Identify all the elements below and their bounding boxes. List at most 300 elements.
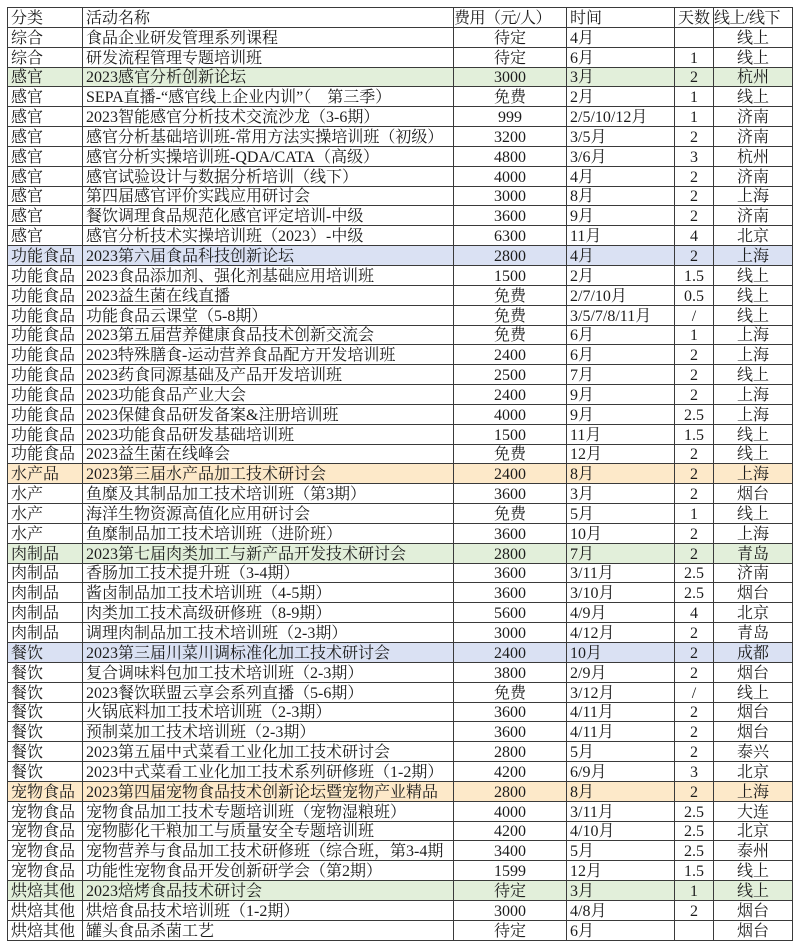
header-category: 分类 <box>8 8 83 28</box>
category-cell: 感官 <box>8 67 83 87</box>
activity-name-cell: 2023第三届水产品加工技术研讨会 <box>83 464 454 484</box>
table-row <box>8 861 793 881</box>
mode-cell: 济南 <box>714 127 793 147</box>
time-cell: 9月 <box>567 206 675 226</box>
header-row <box>8 8 793 28</box>
table-body <box>8 27 793 940</box>
time-cell: 3/10月 <box>567 583 675 603</box>
activity-name-cell: 功能性宠物食品开发创新研学会（第2期） <box>83 861 454 881</box>
activity-name-cell: 酱卤制品加工技术培训班（4-5期） <box>83 583 454 603</box>
fee-cell: 2800 <box>454 742 567 762</box>
mode-cell: 烟台 <box>714 722 793 742</box>
mode-cell: 北京 <box>714 226 793 246</box>
mode-cell: 上海 <box>714 523 793 543</box>
time-cell: 4/12月 <box>567 623 675 643</box>
days-cell <box>675 27 714 47</box>
fee-cell: 免费 <box>454 285 567 305</box>
fee-cell: 3600 <box>454 722 567 742</box>
table-row <box>8 265 793 285</box>
table-header <box>8 8 793 28</box>
activity-name-cell: 火锅底料加工技术培训班（2-3期） <box>83 702 454 722</box>
category-cell: 宠物食品 <box>8 821 83 841</box>
mode-cell: 青岛 <box>714 623 793 643</box>
fee-cell: 6300 <box>454 226 567 246</box>
table-row <box>8 47 793 67</box>
table-row <box>8 900 793 920</box>
fee-cell: 3800 <box>454 662 567 682</box>
mode-cell: 线上 <box>714 285 793 305</box>
days-cell: 2 <box>675 623 714 643</box>
activity-name-cell: 肉类加工技术高级研修班（8-9期） <box>83 603 454 623</box>
table-row <box>8 920 793 940</box>
days-cell: 2 <box>675 127 714 147</box>
activity-name-cell: 餐饮调理食品规范化感官评定培训-中级 <box>83 206 454 226</box>
activity-name-cell: 2023特殊膳食-运动营养食品配方开发培训班 <box>83 345 454 365</box>
table-row <box>8 801 793 821</box>
header-activity-name: 活动名称 <box>83 8 454 28</box>
time-cell: 6/9月 <box>567 762 675 782</box>
mode-cell: 线上 <box>714 444 793 464</box>
days-cell: / <box>675 305 714 325</box>
fee-cell: 2800 <box>454 781 567 801</box>
days-cell: 2 <box>675 702 714 722</box>
mode-cell: 线上 <box>714 881 793 901</box>
days-cell: 2 <box>675 206 714 226</box>
fee-cell: 3000 <box>454 900 567 920</box>
time-cell: 12月 <box>567 861 675 881</box>
days-cell: 1.5 <box>675 424 714 444</box>
table-row <box>8 821 793 841</box>
category-cell: 水产品 <box>8 464 83 484</box>
fee-cell: 3000 <box>454 623 567 643</box>
activity-name-cell: 复合调味料包加工技术培训班（2-3期） <box>83 662 454 682</box>
time-cell: 7月 <box>567 365 675 385</box>
days-cell: 2.5 <box>675 801 714 821</box>
time-cell: 6月 <box>567 325 675 345</box>
category-cell: 餐饮 <box>8 722 83 742</box>
mode-cell: 杭州 <box>714 67 793 87</box>
table-row <box>8 762 793 782</box>
time-cell: 3/5月 <box>567 127 675 147</box>
table-row <box>8 841 793 861</box>
table-row <box>8 27 793 47</box>
mode-cell: 上海 <box>714 186 793 206</box>
activity-name-cell: 2023保健食品研发备案&注册培训班 <box>83 404 454 424</box>
days-cell: 1 <box>675 107 714 127</box>
time-cell: 8月 <box>567 186 675 206</box>
time-cell: 11月 <box>567 424 675 444</box>
table-row <box>8 682 793 702</box>
fee-cell: 4800 <box>454 146 567 166</box>
fee-cell: 3600 <box>454 583 567 603</box>
time-cell: 3月 <box>567 484 675 504</box>
category-cell: 功能食品 <box>8 325 83 345</box>
category-cell: 水产 <box>8 504 83 524</box>
fee-cell: 999 <box>454 107 567 127</box>
activity-name-cell: 2023第四届宠物食品技术创新论坛暨宠物产业精品 <box>83 781 454 801</box>
time-cell: 5月 <box>567 841 675 861</box>
days-cell: 2 <box>675 900 714 920</box>
activity-name-cell: 2023第三届川菜川调标准化加工技术研讨会 <box>83 643 454 663</box>
activity-name-cell: 2023中式菜看工业化加工技术系列研修班（1-2期） <box>83 762 454 782</box>
fee-cell: 4000 <box>454 166 567 186</box>
days-cell: 1.5 <box>675 265 714 285</box>
category-cell: 餐饮 <box>8 643 83 663</box>
table-row <box>8 643 793 663</box>
days-cell: 2 <box>675 444 714 464</box>
category-cell: 餐饮 <box>8 742 83 762</box>
activity-name-cell: 宠物食品加工技术专题培训班（宠物湿粮班） <box>83 801 454 821</box>
table-row <box>8 543 793 563</box>
category-cell: 感官 <box>8 87 83 107</box>
days-cell: 2.5 <box>675 841 714 861</box>
time-cell: 2/7/10月 <box>567 285 675 305</box>
category-cell: 餐饮 <box>8 762 83 782</box>
fee-cell: 2400 <box>454 464 567 484</box>
header-mode: 线上/线下 <box>714 8 793 28</box>
fee-cell: 免费 <box>454 504 567 524</box>
mode-cell: 烟台 <box>714 662 793 682</box>
activity-name-cell: 功能食品云课堂（5-8期） <box>83 305 454 325</box>
days-cell: 2 <box>675 345 714 365</box>
fee-cell: 2500 <box>454 365 567 385</box>
time-cell: 4月 <box>567 27 675 47</box>
table-row <box>8 385 793 405</box>
days-cell: 4 <box>675 603 714 623</box>
activity-name-cell: 2023焙烤食品技术研讨会 <box>83 881 454 901</box>
table-row <box>8 305 793 325</box>
fee-cell: 2400 <box>454 643 567 663</box>
mode-cell: 济南 <box>714 107 793 127</box>
days-cell: 2 <box>675 722 714 742</box>
days-cell: 2 <box>675 385 714 405</box>
time-cell: 6月 <box>567 345 675 365</box>
mode-cell: 线上 <box>714 682 793 702</box>
fee-cell: 3000 <box>454 186 567 206</box>
mode-cell: 杭州 <box>714 146 793 166</box>
days-cell: 2.5 <box>675 583 714 603</box>
fee-cell: 4000 <box>454 404 567 424</box>
fee-cell: 1500 <box>454 424 567 444</box>
days-cell: 0.5 <box>675 285 714 305</box>
category-cell: 功能食品 <box>8 345 83 365</box>
category-cell: 肉制品 <box>8 563 83 583</box>
table-row <box>8 226 793 246</box>
fee-cell: 免费 <box>454 305 567 325</box>
fee-cell: 1599 <box>454 861 567 881</box>
category-cell: 餐饮 <box>8 702 83 722</box>
category-cell: 感官 <box>8 226 83 246</box>
time-cell: 5月 <box>567 742 675 762</box>
mode-cell: 上海 <box>714 385 793 405</box>
category-cell: 感官 <box>8 146 83 166</box>
table-row <box>8 345 793 365</box>
category-cell: 功能食品 <box>8 424 83 444</box>
days-cell: 1 <box>675 87 714 107</box>
fee-cell: 免费 <box>454 444 567 464</box>
days-cell: 2 <box>675 464 714 484</box>
table-row <box>8 583 793 603</box>
activity-name-cell: 鱼糜制品加工技术培训班（进阶班） <box>83 523 454 543</box>
category-cell: 宠物食品 <box>8 861 83 881</box>
fee-cell: 3600 <box>454 484 567 504</box>
days-cell: 2 <box>675 67 714 87</box>
days-cell: 2.5 <box>675 821 714 841</box>
mode-cell: 上海 <box>714 404 793 424</box>
days-cell: 2 <box>675 246 714 266</box>
mode-cell: 济南 <box>714 563 793 583</box>
days-cell: 1 <box>675 504 714 524</box>
activity-name-cell: 2023第七届肉类加工与新产品开发技术研讨会 <box>83 543 454 563</box>
fee-cell: 4200 <box>454 762 567 782</box>
time-cell: 9月 <box>567 404 675 424</box>
table-row <box>8 742 793 762</box>
mode-cell: 上海 <box>714 345 793 365</box>
mode-cell: 烟台 <box>714 900 793 920</box>
days-cell: 3 <box>675 146 714 166</box>
time-cell: 3月 <box>567 881 675 901</box>
mode-cell: 济南 <box>714 166 793 186</box>
time-cell: 3月 <box>567 67 675 87</box>
category-cell: 功能食品 <box>8 285 83 305</box>
time-cell: 10月 <box>567 643 675 663</box>
activity-name-cell: 2023第六届食品科技创新论坛 <box>83 246 454 266</box>
days-cell: 2 <box>675 742 714 762</box>
table-row <box>8 67 793 87</box>
time-cell: 3/5/7/8/11月 <box>567 305 675 325</box>
days-cell: 1.5 <box>675 861 714 881</box>
days-cell: / <box>675 682 714 702</box>
time-cell: 12月 <box>567 444 675 464</box>
table-row <box>8 464 793 484</box>
activity-name-cell: 第四届感官评价实践应用研讨会 <box>83 186 454 206</box>
activity-schedule-table <box>7 7 793 941</box>
category-cell: 功能食品 <box>8 444 83 464</box>
mode-cell: 线上 <box>714 265 793 285</box>
time-cell: 3/11月 <box>567 801 675 821</box>
time-cell: 2月 <box>567 265 675 285</box>
activity-name-cell: 2023药食同源基础及产品开发培训班 <box>83 365 454 385</box>
mode-cell: 泰兴 <box>714 742 793 762</box>
mode-cell: 线上 <box>714 861 793 881</box>
category-cell: 肉制品 <box>8 543 83 563</box>
days-cell: 1 <box>675 881 714 901</box>
activity-name-cell: 海洋生物资源高值化应用研讨会 <box>83 504 454 524</box>
fee-cell: 免费 <box>454 87 567 107</box>
table-row <box>8 662 793 682</box>
activity-name-cell: 研发流程管理专题培训班 <box>83 47 454 67</box>
category-cell: 功能食品 <box>8 265 83 285</box>
time-cell: 3/6月 <box>567 146 675 166</box>
time-cell: 8月 <box>567 464 675 484</box>
time-cell: 4/9月 <box>567 603 675 623</box>
mode-cell: 上海 <box>714 325 793 345</box>
fee-cell: 待定 <box>454 920 567 940</box>
fee-cell: 4200 <box>454 821 567 841</box>
mode-cell: 上海 <box>714 464 793 484</box>
time-cell: 4/10月 <box>567 821 675 841</box>
activity-name-cell: 调理肉制品加工技术培训班（2-3期） <box>83 623 454 643</box>
activity-name-cell: SEPA直播-“感官线上企业内训”（ 第三季） <box>83 87 454 107</box>
category-cell: 肉制品 <box>8 623 83 643</box>
activity-name-cell: 2023感官分析创新论坛 <box>83 67 454 87</box>
activity-name-cell: 宠物营养与食品加工技术研修班（综合班，第3-4期 <box>83 841 454 861</box>
mode-cell: 大连 <box>714 801 793 821</box>
activity-name-cell: 2023第五届中式菜看工业化加工技术研讨会 <box>83 742 454 762</box>
table-row <box>8 881 793 901</box>
mode-cell: 上海 <box>714 781 793 801</box>
table-row <box>8 523 793 543</box>
category-cell: 感官 <box>8 166 83 186</box>
time-cell: 7月 <box>567 543 675 563</box>
activity-name-cell: 2023益生菌在线峰会 <box>83 444 454 464</box>
table-row <box>8 781 793 801</box>
days-cell: 2 <box>675 484 714 504</box>
category-cell: 功能食品 <box>8 404 83 424</box>
days-cell: 2 <box>675 186 714 206</box>
time-cell: 8月 <box>567 781 675 801</box>
activity-name-cell: 食品企业研发管理系列课程 <box>83 27 454 47</box>
fee-cell: 免费 <box>454 325 567 345</box>
time-cell: 2月 <box>567 87 675 107</box>
category-cell: 感官 <box>8 107 83 127</box>
header-time: 时间 <box>567 8 675 28</box>
table-row <box>8 87 793 107</box>
activity-name-cell: 预制菜加工技术培训班（2-3期） <box>83 722 454 742</box>
table-row <box>8 146 793 166</box>
activity-name-cell: 烘焙食品技术培训班（1-2期） <box>83 900 454 920</box>
fee-cell: 3600 <box>454 523 567 543</box>
time-cell: 2/9月 <box>567 662 675 682</box>
time-cell: 4月 <box>567 166 675 186</box>
mode-cell: 北京 <box>714 762 793 782</box>
fee-cell: 3000 <box>454 67 567 87</box>
days-cell: 1 <box>675 325 714 345</box>
time-cell: 10月 <box>567 523 675 543</box>
activity-name-cell: 2023功能食品研发基础培训班 <box>83 424 454 444</box>
mode-cell: 线上 <box>714 87 793 107</box>
fee-cell: 免费 <box>454 682 567 702</box>
fee-cell: 待定 <box>454 881 567 901</box>
table-row <box>8 246 793 266</box>
fee-cell: 4000 <box>454 801 567 821</box>
activity-name-cell: 2023功能食品产业大会 <box>83 385 454 405</box>
time-cell: 6月 <box>567 920 675 940</box>
mode-cell: 线上 <box>714 424 793 444</box>
table-row <box>8 484 793 504</box>
table-row <box>8 166 793 186</box>
mode-cell: 上海 <box>714 246 793 266</box>
activity-name-cell: 宠物膨化干粮加工与质量安全专题培训班 <box>83 821 454 841</box>
time-cell: 9月 <box>567 385 675 405</box>
activity-name-cell: 2023第五届营养健康食品技术创新交流会 <box>83 325 454 345</box>
category-cell: 功能食品 <box>8 305 83 325</box>
category-cell: 功能食品 <box>8 365 83 385</box>
activity-name-cell: 感官试验设计与数据分析培训（线下） <box>83 166 454 186</box>
category-cell: 感官 <box>8 186 83 206</box>
table-row <box>8 444 793 464</box>
activity-name-cell: 罐头食品杀菌工艺 <box>83 920 454 940</box>
mode-cell: 线上 <box>714 27 793 47</box>
table-row <box>8 504 793 524</box>
header-fee: 费用（元/人） <box>454 8 567 28</box>
table-row <box>8 206 793 226</box>
fee-cell: 待定 <box>454 47 567 67</box>
category-cell: 烘焙其他 <box>8 881 83 901</box>
table-row <box>8 563 793 583</box>
fee-cell: 3400 <box>454 841 567 861</box>
category-cell: 感官 <box>8 127 83 147</box>
days-cell: 1 <box>675 47 714 67</box>
table-row <box>8 623 793 643</box>
mode-cell: 北京 <box>714 603 793 623</box>
category-cell: 水产 <box>8 484 83 504</box>
category-cell: 功能食品 <box>8 385 83 405</box>
category-cell: 烘焙其他 <box>8 900 83 920</box>
table-row <box>8 186 793 206</box>
mode-cell: 线上 <box>714 504 793 524</box>
category-cell: 综合 <box>8 27 83 47</box>
fee-cell: 3600 <box>454 206 567 226</box>
fee-cell: 2800 <box>454 543 567 563</box>
time-cell: 11月 <box>567 226 675 246</box>
days-cell <box>675 920 714 940</box>
mode-cell: 青岛 <box>714 543 793 563</box>
activity-name-cell: 2023餐饮联盟云享会系列直播（5-6期） <box>83 682 454 702</box>
category-cell: 感官 <box>8 206 83 226</box>
table-row <box>8 603 793 623</box>
category-cell: 烘焙其他 <box>8 920 83 940</box>
time-cell: 3/11月 <box>567 563 675 583</box>
activity-name-cell: 2023益生菌在线直播 <box>83 285 454 305</box>
days-cell: 4 <box>675 226 714 246</box>
mode-cell: 成都 <box>714 643 793 663</box>
mode-cell: 烟台 <box>714 583 793 603</box>
fee-cell: 待定 <box>454 27 567 47</box>
days-cell: 2 <box>675 166 714 186</box>
fee-cell: 5600 <box>454 603 567 623</box>
category-cell: 综合 <box>8 47 83 67</box>
fee-cell: 2400 <box>454 385 567 405</box>
table-row <box>8 722 793 742</box>
time-cell: 5月 <box>567 504 675 524</box>
time-cell: 4月 <box>567 246 675 266</box>
activity-name-cell: 香肠加工技术提升班（3-4期） <box>83 563 454 583</box>
activity-name-cell: 2023智能感官分析技术交流沙龙（3-6期） <box>83 107 454 127</box>
fee-cell: 1500 <box>454 265 567 285</box>
category-cell: 宠物食品 <box>8 801 83 821</box>
days-cell: 2 <box>675 365 714 385</box>
category-cell: 肉制品 <box>8 603 83 623</box>
activity-name-cell: 感官分析基础培训班-常用方法实操培训班（初级） <box>83 127 454 147</box>
table-row <box>8 365 793 385</box>
days-cell: 2 <box>675 643 714 663</box>
days-cell: 2 <box>675 781 714 801</box>
days-cell: 3 <box>675 762 714 782</box>
activity-name-cell: 感官分析实操培训班-QDA/CATA（高级） <box>83 146 454 166</box>
table-row <box>8 424 793 444</box>
table-row <box>8 404 793 424</box>
fee-cell: 2800 <box>454 246 567 266</box>
days-cell: 2 <box>675 662 714 682</box>
time-cell: 6月 <box>567 47 675 67</box>
mode-cell: 烟台 <box>714 702 793 722</box>
time-cell: 4/11月 <box>567 722 675 742</box>
days-cell: 2.5 <box>675 563 714 583</box>
fee-cell: 3600 <box>454 563 567 583</box>
mode-cell: 线上 <box>714 305 793 325</box>
fee-cell: 3200 <box>454 127 567 147</box>
